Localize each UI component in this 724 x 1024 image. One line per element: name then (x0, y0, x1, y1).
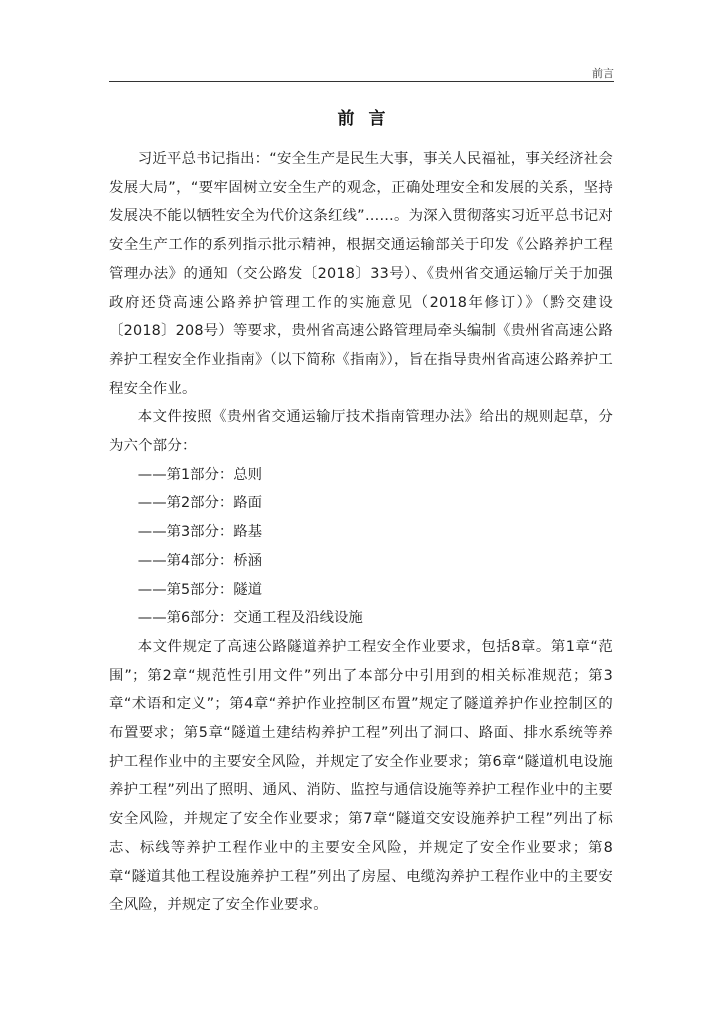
intro-paragraph: 习近平总书记指出：“安全生产是民生大事，事关人民福祉，事关经济社会发展大局”，“要牢固树立安全生产的观念，正确处理安全和发展的关系，坚持发展决不能以牺牲安全为代价这条红线”……。为深入贯彻落实习近平总书记对安全生产工作的系列指示批示精神，根据交通运输部关于印发《公路养护工程管理办法》的通知（交公路发〔2018〕33号）、《贵州省交通运输厅关于加强政府还贷高速公路养护管理工作的实施意见（2018年修订）》（黔交建设〔2018〕208号）等要求，贵州省高速公路管理局牵头编制《贵州省高速公路养护工程安全作业指南》（以下简称《指南》），旨在指导贵州省高速公路养护工程安全作业。 (109, 151, 613, 397)
list-item: ——第4部分：桥涵 (137, 552, 263, 569)
list-item: ——第6部分：交通工程及沿线设施 (137, 610, 363, 627)
structure-paragraph: 本文件按照《贵州省交通运输厅技术指南管理办法》给出的规则起草，分为六个部分： (109, 409, 613, 455)
parts-list (109, 461, 613, 633)
list-item: ——第3部分：路基 (137, 524, 263, 541)
running-header-title: 前言 (592, 67, 614, 80)
list-item: ——第2部分：路面 (137, 495, 263, 512)
list-item: ——第1部分：总则 (137, 466, 263, 483)
page-title: 前言 (337, 109, 400, 129)
document-body (109, 145, 613, 920)
header-rule (109, 81, 614, 82)
scope-paragraph: 本文件规定了高速公路隧道养护工程安全作业要求，包括8章。第1章“范围”；第2章“规范性引用文件”列出了本部分中引用到的相关标准规范；第3章“术语和定义”；第4章“养护作业控制区布置”规定了隧道养护作业控制区的布置要求；第5章“隧道土建结构养护工程”列出了洞口、路面、排水系统等养护工程作业中的主要安全风险，并规定了安全作业要求；第6章“隧道机电设施养护工程”列出了照明、通风、消防、监控与通信设施等养护工程作业中的主要安全风险，并规定了安全作业要求；第7章“隧道交安设施养护工程”列出了标志、标线等养护工程作业中的主要安全风险，并规定了安全作业要求；第8章“隧道其他工程设施养护工程”列出了房屋、电缆沟养护工程作业中的主要安全风险，并规定了安全作业要求。 (109, 638, 613, 914)
list-item: ——第5部分：隧道 (137, 581, 263, 598)
